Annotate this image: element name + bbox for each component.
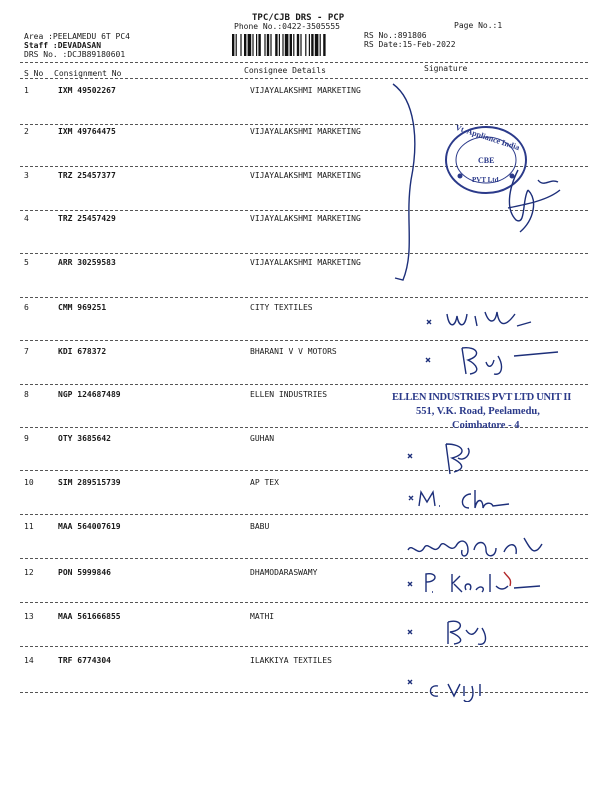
row-consignment: IXM 49502267 xyxy=(58,86,116,95)
barcode-bar xyxy=(275,34,277,56)
ellen-stamp-line3: Coimbatore - 4 xyxy=(452,420,520,431)
row-consignment: TRZ 25457377 xyxy=(58,171,116,180)
signature-row-13 xyxy=(404,614,514,648)
row-consignment: CMM 969251 xyxy=(58,303,107,312)
row-consignment: KDI 678372 xyxy=(58,347,107,356)
row-divider xyxy=(20,384,588,385)
round-stamp-line2: CBE xyxy=(478,156,495,165)
drs-number: DRS No. :DCJB89180601 xyxy=(24,50,126,59)
row-consignee: ELLEN INDUSTRIES xyxy=(250,390,328,399)
barcode-bar xyxy=(232,34,234,56)
row-consignment: MAA 564007619 xyxy=(58,522,121,531)
barcode-bar xyxy=(264,34,265,56)
signature-row-9 xyxy=(402,440,502,476)
column-header-signature: Signature xyxy=(424,64,468,73)
row-sno: 14 xyxy=(24,656,34,665)
row-sno: 8 xyxy=(24,390,29,399)
signature-row-7 xyxy=(422,344,562,378)
row-consignee: BABU xyxy=(250,522,270,531)
signature-row-14 xyxy=(404,672,504,702)
signature-scribble-rows-3-4 xyxy=(498,160,568,240)
table-row xyxy=(0,86,600,129)
ellen-stamp-line2: 551, V.K. Road, Peelamedu, xyxy=(416,406,540,417)
barcode-bar xyxy=(240,34,241,56)
barcode-bar xyxy=(297,34,299,56)
row-consignment: TRF 6774304 xyxy=(58,656,111,665)
row-sno: 7 xyxy=(24,347,29,356)
phone-number: Phone No.:0422-3505555 xyxy=(234,22,340,31)
barcode-bar xyxy=(285,34,289,56)
row-divider xyxy=(20,297,588,298)
row-consignee: VIJAYALAKSHMI MARKETING xyxy=(250,171,361,180)
signature-row-11 xyxy=(404,530,554,566)
page-number: Page No.:1 xyxy=(454,21,503,30)
barcode-bar xyxy=(256,34,257,56)
row-divider xyxy=(20,514,588,515)
signature-row-12 xyxy=(404,568,554,596)
row-consignee: AP TEX xyxy=(250,478,279,487)
row-consignee: GUHAN xyxy=(250,434,275,443)
column-header-consignee: Consignee Details xyxy=(244,66,326,75)
row-sno: 13 xyxy=(24,612,34,621)
barcode-bar xyxy=(300,34,301,56)
row-sno: 2 xyxy=(24,127,29,136)
row-consignee: CITY TEXTILES xyxy=(250,303,313,312)
barcode-bar xyxy=(267,34,269,56)
row-consignment: IXM 49764475 xyxy=(58,127,116,136)
row-consignee: BHARANI V V MOTORS xyxy=(250,347,337,356)
ellen-industries-stamp xyxy=(392,392,598,442)
row-sno: 12 xyxy=(24,568,34,577)
barcode-bar xyxy=(309,34,310,56)
signature-row-6 xyxy=(425,306,535,336)
row-consignee: VIJAYALAKSHMI MARKETING xyxy=(250,127,361,136)
column-header-consignment: Consignment No xyxy=(54,69,122,78)
row-consignment: OTY 3685642 xyxy=(58,434,111,443)
document-title: TPC/CJB DRS - PCP xyxy=(252,13,345,23)
row-consignment: MAA 561666855 xyxy=(58,612,121,621)
barcode-bar xyxy=(315,34,319,56)
barcode-bar xyxy=(293,34,294,56)
row-sno: 3 xyxy=(24,171,29,180)
row-sno: 4 xyxy=(24,214,29,223)
row-consignment: NGP 124687489 xyxy=(58,390,121,399)
row-divider xyxy=(20,602,588,603)
row-sno: 9 xyxy=(24,434,29,443)
bracket-signature-mark xyxy=(385,80,425,290)
row-sno: 5 xyxy=(24,258,29,267)
barcode-bar xyxy=(258,34,260,56)
row-consignee: VIJAYALAKSHMI MARKETING xyxy=(250,214,361,223)
rs-date: RS Date:15-Feb-2022 xyxy=(364,40,456,49)
row-consignee: DHAMODARASWAMY xyxy=(250,568,318,577)
row-divider xyxy=(20,253,588,254)
barcode-bar xyxy=(252,34,253,56)
row-consignee: VIJAYALAKSHMI MARKETING xyxy=(250,86,361,95)
round-stamp-line3: PVT Ltd xyxy=(472,176,499,184)
row-sno: 10 xyxy=(24,478,34,487)
header-bottom-rule xyxy=(20,78,588,79)
row-consignee: ILAKKIYA TEXTILES xyxy=(250,656,332,665)
column-header-sno: S No xyxy=(24,69,44,78)
barcode-bar xyxy=(236,34,237,56)
row-sno: 6 xyxy=(24,303,29,312)
header-top-rule xyxy=(20,62,588,63)
row-consignment: SIM 289515739 xyxy=(58,478,121,487)
row-consignee: MATHI xyxy=(250,612,275,621)
staff-label: Staff :DEVADASAN xyxy=(24,41,102,50)
barcode xyxy=(232,34,356,56)
table-row xyxy=(0,258,600,301)
barcode-bar xyxy=(311,34,313,56)
barcode-bar xyxy=(290,34,292,56)
row-consignment: TRZ 25457429 xyxy=(58,214,116,223)
barcode-bar xyxy=(279,34,280,56)
barcode-bar xyxy=(248,34,252,56)
row-sno: 1 xyxy=(24,86,29,95)
barcode-bar xyxy=(244,34,246,56)
barcode-bar xyxy=(270,34,271,56)
area-label: Area :PEELAMEDU 6T PC4 xyxy=(24,32,130,41)
row-sno: 11 xyxy=(24,522,34,531)
signature-row-10 xyxy=(405,484,525,514)
row-consignee: VIJAYALAKSHMI MARKETING xyxy=(250,258,361,267)
row-consignment: PON 5999846 xyxy=(58,568,111,577)
row-divider xyxy=(20,470,588,471)
row-divider xyxy=(20,340,588,341)
barcode-bar xyxy=(320,34,321,56)
barcode-bar xyxy=(282,34,283,56)
row-consignment: ARR 30259583 xyxy=(58,258,116,267)
ellen-stamp-line1: ELLEN INDUSTRIES PVT LTD UNIT II xyxy=(392,392,571,403)
barcode-bar xyxy=(305,34,306,56)
rs-number: RS No.:891806 xyxy=(364,31,427,40)
round-stamp-line1: Vt. Appliance India xyxy=(454,122,521,153)
barcode-bar xyxy=(323,34,325,56)
